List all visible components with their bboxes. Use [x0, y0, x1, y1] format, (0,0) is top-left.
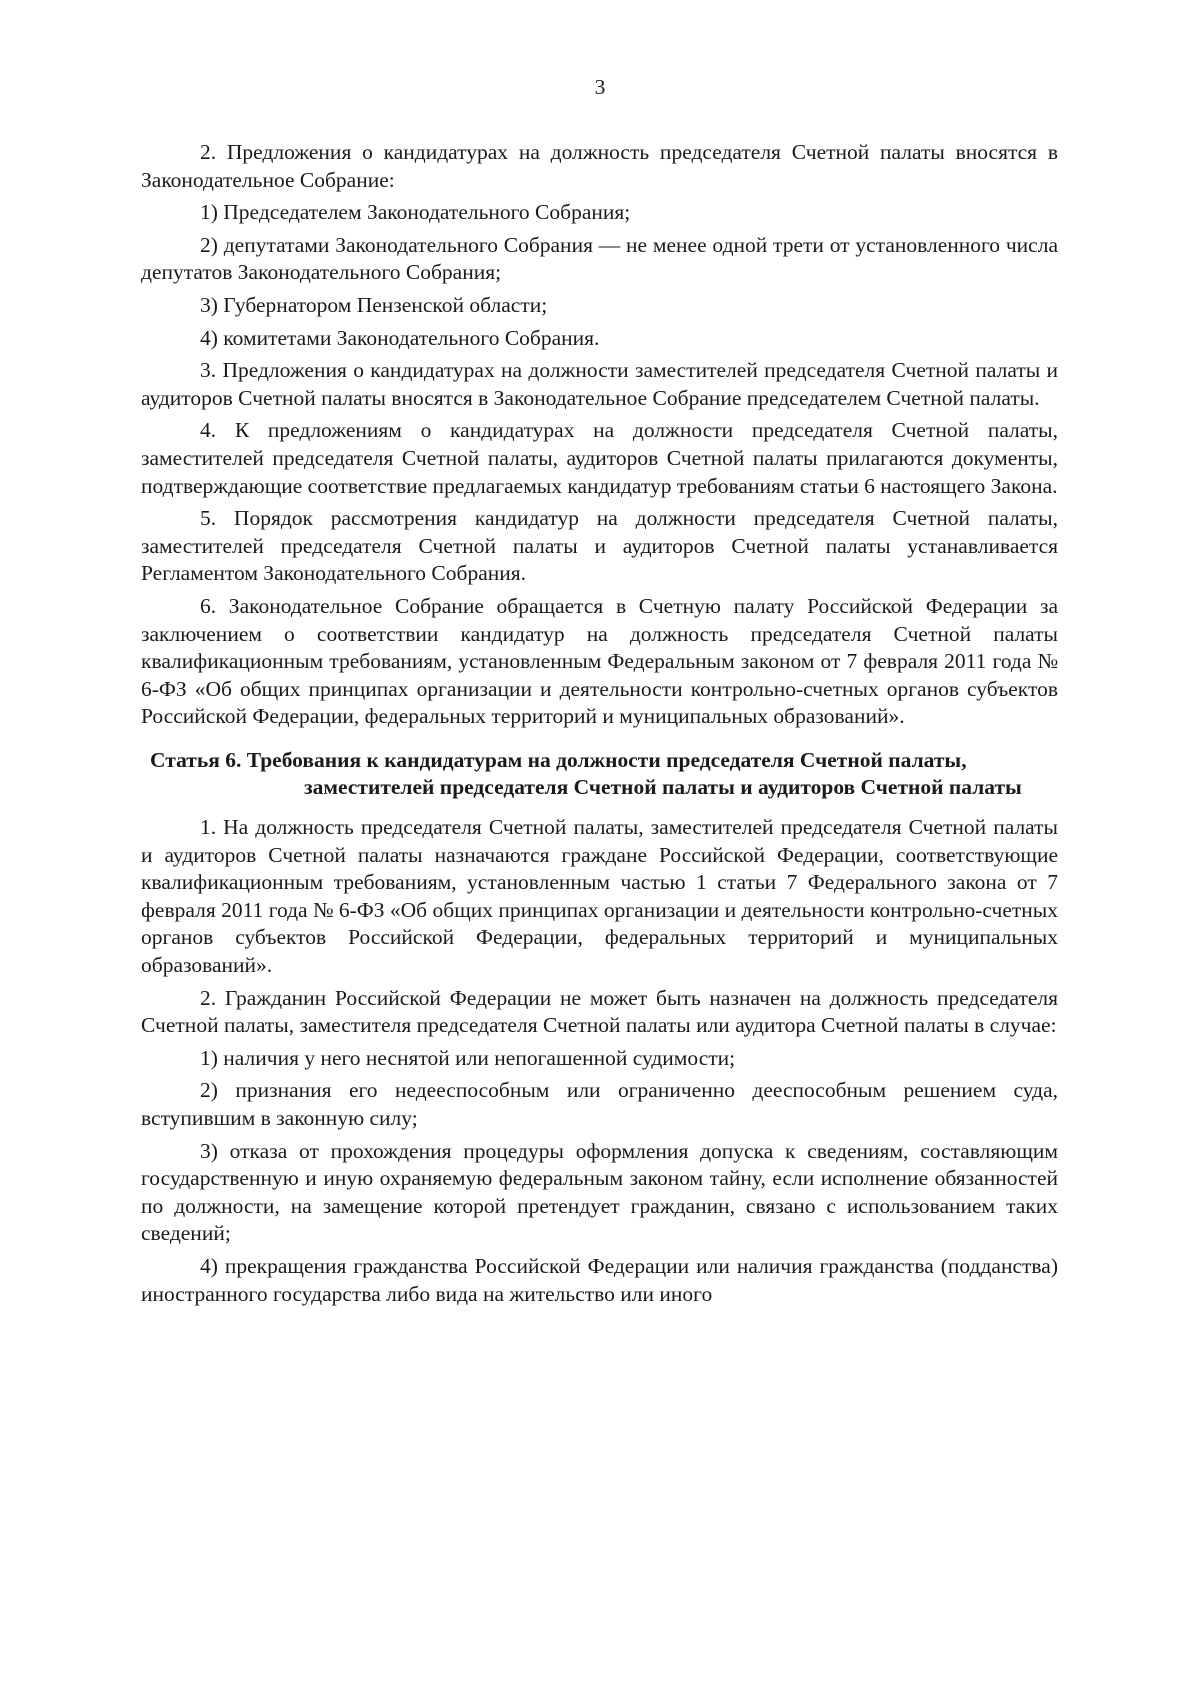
document-body	[141, 139, 1058, 1313]
paragraph: 1. На должность председателя Счетной палаты, заместителей председателя Счетной палаты и аудиторов Счетной палаты назначаются граждане Российской Федерации, соответствующие квалификационным требованиям, установленным частью 1 статьи 7 Федерального закона от 7 февраля 2011 года № 6-ФЗ «Об общих принципах организации и деятельности контрольно-счетных органов субъектов Российской Федерации, федеральных территорий и муниципальных образований».	[141, 815, 1058, 978]
list-item: 4) комитетами Законодательного Собрания.	[200, 325, 600, 350]
paragraph: 3. Предложения о кандидатурах на должности заместителей председателя Счетной палаты и аудиторов Счетной палаты вносятся в Законодательное Собрание председателем Счетной палаты.	[141, 358, 1058, 410]
list-item: 1) Председателем Законодательного Собрания;	[200, 200, 631, 225]
list-item: 2) признания его недееспособным или ограниченно дееспособным решением суда, вступившим в законную силу;	[141, 1078, 1058, 1130]
list-item: 3) отказа от прохождения процедуры оформления допуска к сведениям, составляющим государственную и иную охраняемую федеральным законом тайну, если исполнение обязанностей по должности, на замещение которой претендует гражданин, связано с использованием таких сведений;	[141, 1138, 1058, 1246]
paragraph: 4. К предложениям о кандидатурах на должности председателя Счетной палаты, заместителей председателя Счетной палаты, аудиторов Счетной палаты прилагаются документы, подтверждающие соответствие предлагаемых кандидатур требованиям статьи 6 настоящего Закона.	[141, 418, 1058, 498]
list-item: 4) прекращения гражданства Российской Федерации или наличия гражданства (подданства) иностранного государства либо вида на жительство или иного	[141, 1253, 1058, 1306]
paragraph: 2. Предложения о кандидатурах на должность председателя Счетной палаты вносятся в Законодательное Собрание:	[141, 140, 1058, 192]
paragraph: 2. Гражданин Российской Федерации не может быть назначен на должность председателя Счетной палаты, заместителя председателя Счетной палаты или аудитора Счетной палаты в случае:	[141, 985, 1058, 1038]
page-number: 3	[594, 75, 606, 99]
list-item: 3) Губернатором Пензенской области;	[200, 292, 548, 317]
paragraph: 5. Порядок рассмотрения кандидатур на должности председателя Счетной палаты, заместителей председателя Счетной палаты и аудиторов Счетной палаты устанавливается Регламентом Законодательного Собрания.	[141, 506, 1058, 586]
list-item: 1) наличия у него неснятой или непогашенной судимости;	[200, 1045, 736, 1070]
article-heading: Статья 6. Требования к кандидатурам на должности председателя Счетной палаты, заместителей председателя Счетной палаты и аудиторов Счетной палаты	[150, 747, 1022, 800]
paragraph: 6. Законодательное Собрание обращается в Счетную палату Российской Федерации за заключением о соответствии кандидатур на должность председателя Счетной палаты квалификационным требованиям, установленным Федеральным законом от 7 февраля 2011 года № 6-ФЗ «Об общих принципах организации и деятельности контрольно-счетных органов субъектов Российской Федерации, федеральных территорий и муниципальных образований».	[141, 593, 1058, 729]
list-item: 2) депутатами Законодательного Собрания — не менее одной трети от установленного числа депутатов Законодательного Собрания;	[141, 232, 1058, 285]
